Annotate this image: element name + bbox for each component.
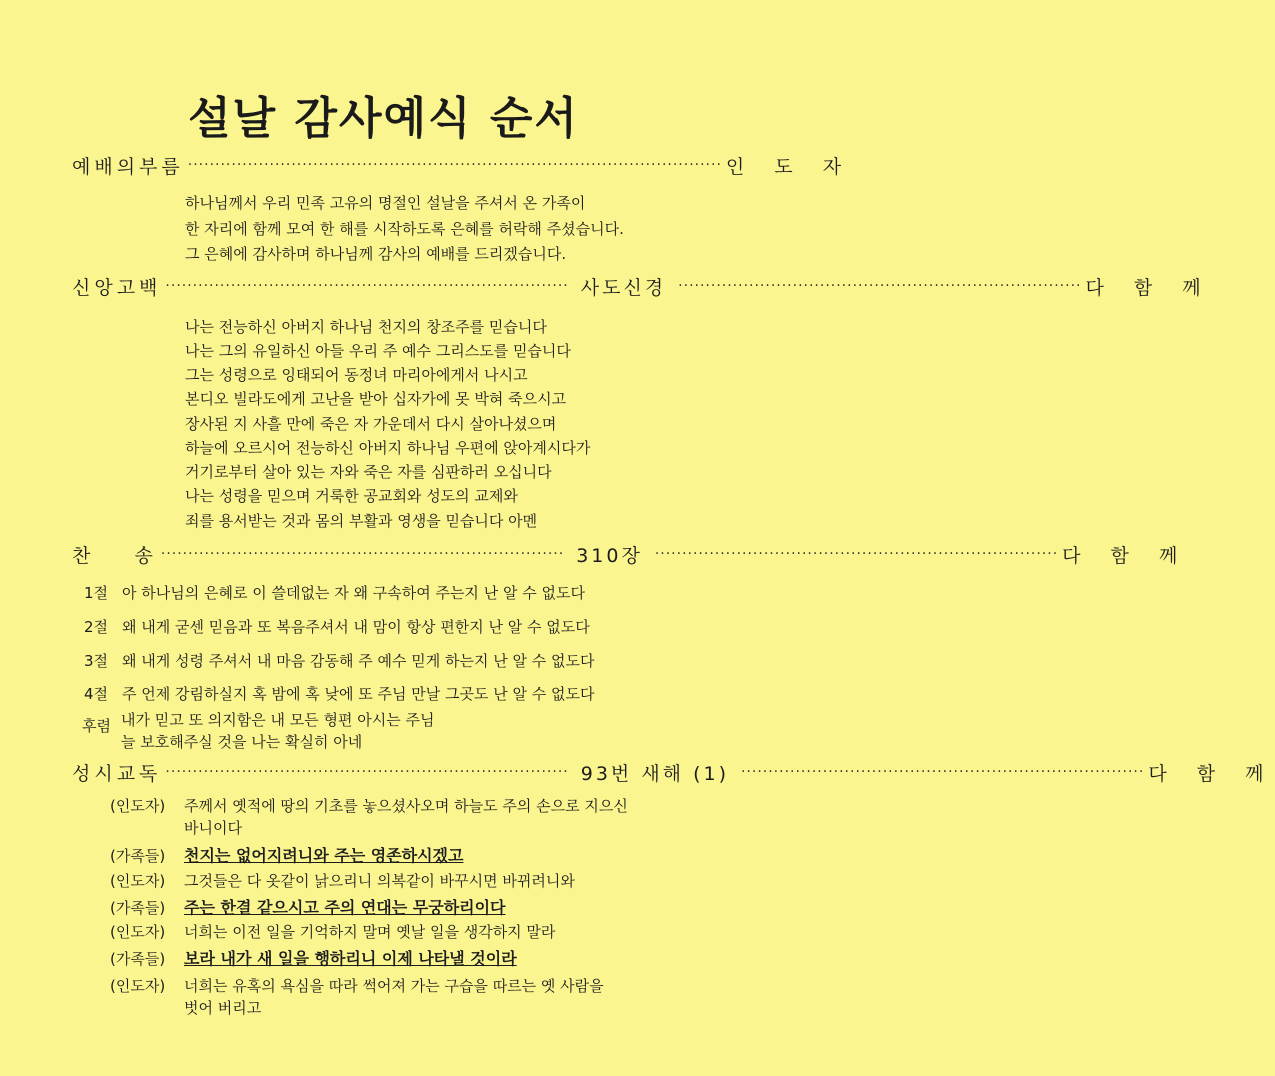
section-header-invocation [72, 151, 854, 179]
creed-line: 나는 전능하신 아버지 하나님 천지의 창조주를 믿습니다 [185, 318, 547, 336]
reading-line [110, 946, 517, 969]
leader-dots: ·········································································· [678, 278, 1082, 294]
leader-dots: ·································································································· [187, 157, 722, 173]
page-title: 설날 감사예식 순서 [188, 93, 579, 144]
reading-text: 너희는 유혹의 욕심을 따라 썩어져 가는 구습을 따르는 옛 사람을 [184, 977, 604, 995]
verse-number: 1절 [84, 584, 109, 602]
reading-response: 보라 내가 새 일을 행하리니 이제 나타낼 것이라 [184, 949, 517, 968]
section-label: 예배의부름 [72, 155, 184, 178]
creed-line: 나는 그의 유일하신 아들 우리 주 예수 그리스도를 믿습니다 [185, 342, 571, 360]
text-line: 하나님께서 우리 민족 고유의 명절인 설날을 주셔서 온 가족이 [185, 194, 586, 212]
reading-line [110, 795, 628, 837]
leader-dots: ·········································································· [165, 764, 569, 780]
section-middle: 사도신경 [580, 276, 667, 299]
verse-number: 3절 [84, 652, 109, 670]
text-line: 한 자리에 함께 모여 한 해를 시작하도록 은혜를 허락해 주셨습니다. [185, 220, 624, 238]
refrain-line: 내가 믿고 또 의지함은 내 모든 형편 아시는 주님 [121, 711, 435, 729]
creed-line: 하늘에 오르시어 전능하신 아버지 하나님 우편에 앉아계시다가 [185, 439, 591, 457]
section-label: 신앙고백 [72, 276, 162, 299]
reading-speaker: (가족들) [110, 899, 166, 917]
section-middle: 310장 [576, 544, 643, 567]
reading-line [110, 975, 604, 1017]
reading-continuation: 바니이다 [184, 819, 242, 837]
section-label: 성시교독 [72, 762, 162, 785]
reading-speaker: (인도자) [110, 797, 166, 815]
reading-text: 너희는 이전 일을 기억하지 말며 옛날 일을 생각하지 말라 [184, 923, 556, 941]
section-header-hymn [72, 540, 1190, 568]
creed-line: 죄를 용서받는 것과 몸의 부활과 영생을 믿습니다 아멘 [185, 512, 538, 530]
section-leader: 인 도 자 [725, 155, 854, 178]
section-leader: 다 함 께 [1062, 544, 1190, 567]
creed-line: 거기로부터 살아 있는 자와 죽은 자를 심판하러 오십니다 [185, 463, 552, 481]
reading-speaker: (인도자) [110, 977, 166, 995]
hymn-verse [84, 616, 590, 637]
section-header-creed [72, 272, 1213, 300]
verse-text: 왜 내게 성령 주셔서 내 마음 감동해 주 예수 믿게 하는지 난 알 수 없도다 [122, 652, 595, 670]
leader-dots: ·········································································· [160, 546, 565, 562]
reading-text: 주께서 옛적에 땅의 기초를 놓으셨사오며 하늘도 주의 손으로 지으신 [184, 797, 628, 815]
reading-speaker: (가족들) [110, 950, 166, 968]
creed-line: 본디오 빌라도에게 고난을 받아 십자가에 못 박혀 죽으시고 [185, 390, 567, 408]
creed-line: 장사된 지 사흘 만에 죽은 자 가운데서 다시 살아나셨으며 [185, 415, 557, 433]
reading-response: 주는 한결 같으시고 주의 연대는 무궁하리이다 [184, 898, 506, 917]
refrain-label: 후렴 [82, 717, 111, 735]
verse-number: 4절 [84, 685, 109, 703]
section-leader: 다 함 께 [1148, 762, 1275, 785]
hymn-verse [84, 683, 594, 704]
verse-text: 왜 내게 굳센 믿음과 또 복음주셔서 내 맘이 항상 편한지 난 알 수 없도다 [122, 618, 590, 636]
reading-text: 그것들은 다 옷같이 낡으리니 의복같이 바꾸시면 바뀌려니와 [184, 872, 575, 890]
verse-text: 아 하나님의 은혜로 이 쓸데없는 자 왜 구속하여 주는지 난 알 수 없도다 [122, 584, 585, 602]
reading-continuation: 벗어 버리고 [184, 999, 262, 1017]
refrain-line: 늘 보호해주실 것을 나는 확실히 아네 [121, 733, 363, 751]
section-middle: 93번 새해 (1) [580, 762, 729, 785]
reading-speaker: (인도자) [110, 872, 166, 890]
hymn-verse [84, 582, 585, 603]
reading-response: 천지는 없어지려니와 주는 영존하시겠고 [184, 846, 464, 865]
reading-line [110, 921, 555, 942]
leader-dots: ·········································································· [165, 278, 569, 294]
reading-speaker: (인도자) [110, 923, 166, 941]
reading-line [110, 895, 506, 918]
section-label: 찬 송 [72, 544, 157, 567]
reading-line [110, 870, 575, 891]
text-line: 그 은혜에 감사하며 하나님께 감사의 예배를 드리겠습니다. [185, 245, 567, 263]
creed-line: 나는 성령을 믿으며 거룩한 공교회와 성도의 교제와 [185, 487, 518, 505]
section-leader: 다 함 께 [1085, 276, 1213, 299]
leader-dots: ·········································································· [740, 764, 1145, 780]
section-header-reading [72, 758, 1275, 786]
reading-line [110, 843, 463, 866]
verse-text: 주 언제 강림하실지 혹 밤에 혹 낮에 또 주님 만날 그곳도 난 알 수 없도다 [122, 685, 595, 703]
reading-speaker: (가족들) [110, 847, 166, 865]
creed-line: 그는 성령으로 잉태되어 동정녀 마리아에게서 나시고 [185, 366, 528, 384]
hymn-verse [84, 650, 594, 671]
leader-dots: ·········································································· [654, 546, 1059, 562]
verse-number: 2절 [84, 618, 109, 636]
